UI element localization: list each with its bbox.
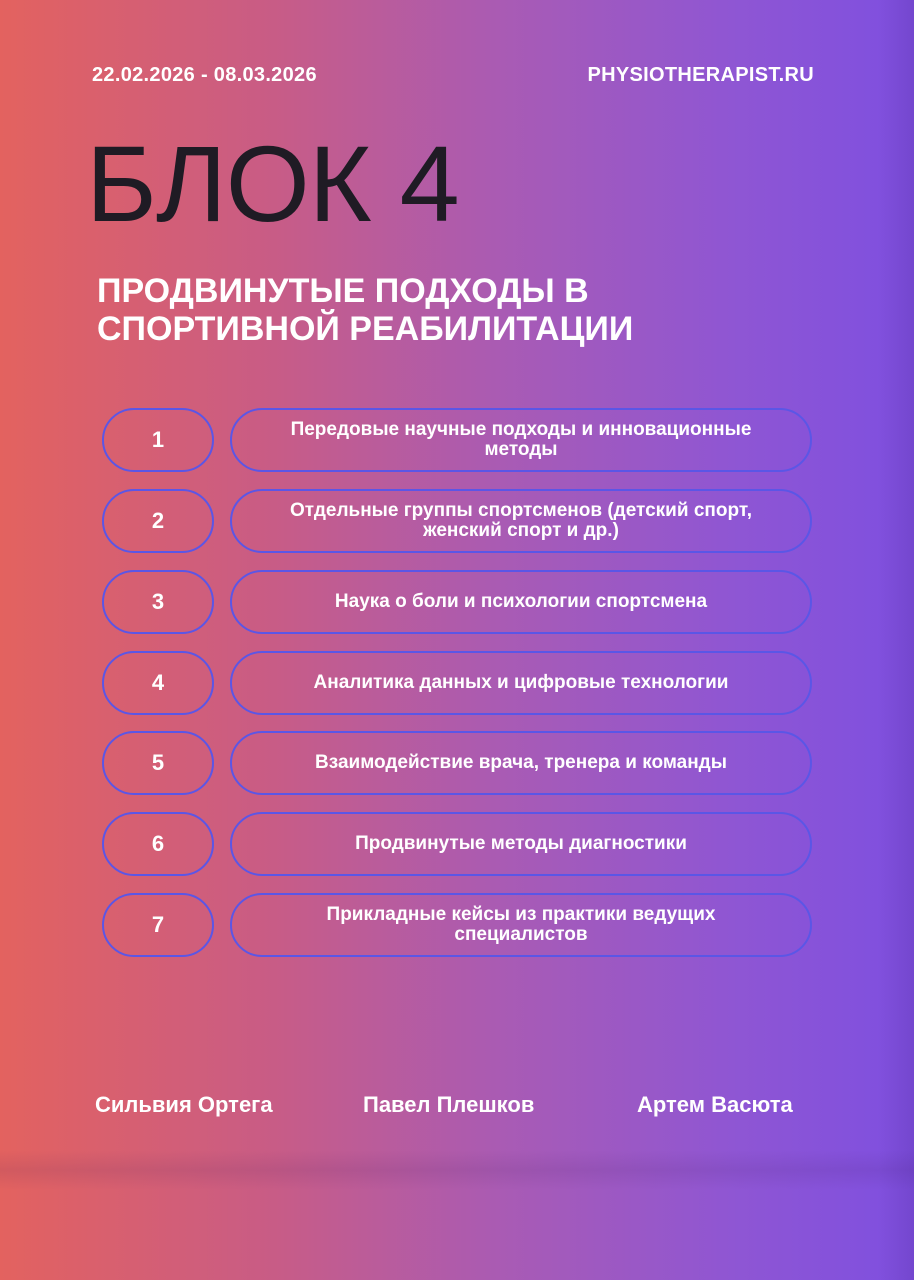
module-title: Взаимодействие врача, тренера и команды xyxy=(230,731,812,795)
module-title: Прикладные кейсы из практики ведущих специалистов xyxy=(230,893,812,957)
speaker-name: Павел Плешков xyxy=(363,1092,535,1117)
module-row xyxy=(102,731,812,795)
module-number: 4 xyxy=(102,651,214,715)
module-row xyxy=(102,408,812,472)
module-number: 2 xyxy=(102,489,214,553)
module-number: 3 xyxy=(102,570,214,634)
site-url[interactable]: PHYSIOTHERAPIST.RU xyxy=(587,64,814,86)
block-subtitle: ПРОДВИНУТЫЕ ПОДХОДЫ В СПОРТИВНОЙ РЕАБИЛИТАЦИИ xyxy=(97,272,634,348)
module-title: Передовые научные подходы и инновационные методы xyxy=(230,408,812,472)
date-range: 22.02.2026 - 08.03.2026 xyxy=(92,64,317,86)
module-number: 7 xyxy=(102,893,214,957)
bottom-shade xyxy=(0,1150,914,1190)
module-number: 6 xyxy=(102,812,214,876)
right-edge-shade xyxy=(878,0,914,1280)
module-row xyxy=(102,651,812,715)
module-row xyxy=(102,570,812,634)
module-row xyxy=(102,812,812,876)
speaker-name: Артем Васюта xyxy=(637,1092,793,1117)
speakers xyxy=(0,1092,914,1122)
module-row xyxy=(102,893,812,957)
module-title: Наука о боли и психологии спортсмена xyxy=(230,570,812,634)
module-number: 1 xyxy=(102,408,214,472)
module-number: 5 xyxy=(102,731,214,795)
module-title: Отдельные группы спортсменов (детский спорт, женский спорт и др.) xyxy=(230,489,812,553)
module-title: Продвинутые методы диагностики xyxy=(230,812,812,876)
speaker-name: Сильвия Ортега xyxy=(95,1092,273,1117)
block-title: БЛОК 4 xyxy=(86,123,459,244)
module-title: Аналитика данных и цифровые технологии xyxy=(230,651,812,715)
module-row xyxy=(102,489,812,553)
